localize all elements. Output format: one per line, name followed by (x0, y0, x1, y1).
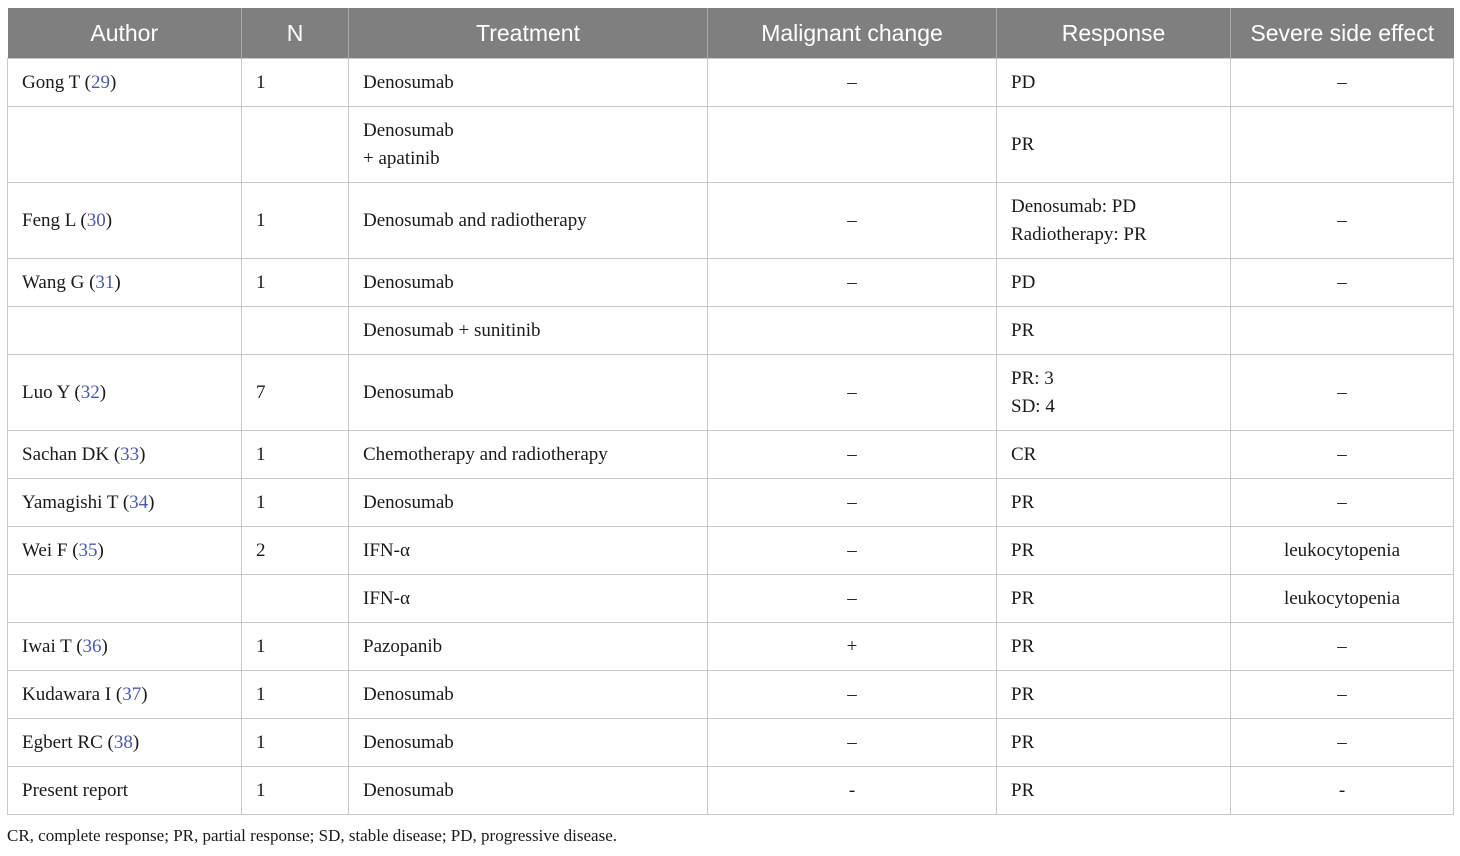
response-line: PR (1011, 731, 1035, 753)
reference-link[interactable]: 37 (122, 683, 142, 705)
cell-severe-side-effect: – (1231, 59, 1454, 107)
table-row (8, 623, 1454, 671)
cell-response (997, 719, 1231, 767)
response-line: PR (1011, 539, 1035, 561)
author-name: Present report (22, 779, 129, 801)
reference-link[interactable]: 35 (78, 539, 98, 561)
results-table (7, 8, 1454, 815)
author-name: Egbert RC (22, 731, 103, 753)
treatment-line: Denosumab (363, 71, 454, 93)
treatment-line: Pazopanib (363, 635, 443, 657)
header-malignant-change: Malignant change (708, 8, 997, 59)
response-line: PR (1011, 779, 1035, 801)
cell-response (997, 623, 1231, 671)
treatment-line: + apatinib (363, 147, 440, 169)
cell-treatment (349, 767, 708, 815)
cell-malignant-change: – (708, 355, 997, 431)
cell-severe-side-effect (1231, 107, 1454, 183)
cell-author (8, 575, 242, 623)
cell-response (997, 59, 1231, 107)
cell-treatment (349, 527, 708, 575)
cell-malignant-change: – (708, 259, 997, 307)
cell-severe-side-effect: leukocytopenia (1231, 575, 1454, 623)
response-line: PD (1011, 271, 1036, 293)
cell-response (997, 767, 1231, 815)
cell-author: Sachan DK (33) (8, 431, 242, 479)
author-name: Yamagishi T (22, 491, 119, 513)
author-name: Kudawara I (22, 683, 112, 705)
cell-malignant-change: – (708, 59, 997, 107)
treatment-line: Denosumab + sunitinib (363, 319, 541, 341)
cell-malignant-change: – (708, 719, 997, 767)
response-line: PR (1011, 683, 1035, 705)
cell-author (8, 767, 242, 815)
cell-response (997, 183, 1231, 259)
cell-author: Wang G (31) (8, 259, 242, 307)
header-response: Response (997, 8, 1231, 59)
cell-response (997, 479, 1231, 527)
table-body (8, 59, 1454, 815)
cell-severe-side-effect: – (1231, 719, 1454, 767)
cell-severe-side-effect: – (1231, 671, 1454, 719)
cell-n: 1 (242, 431, 349, 479)
cell-response (997, 107, 1231, 183)
cell-malignant-change: – (708, 479, 997, 527)
table-row (8, 59, 1454, 107)
reference-link[interactable]: 34 (129, 491, 149, 513)
cell-malignant-change (708, 107, 997, 183)
reference-link[interactable]: 30 (86, 209, 106, 231)
cell-severe-side-effect: - (1231, 767, 1454, 815)
cell-severe-side-effect: – (1231, 183, 1454, 259)
treatment-line: Denosumab (363, 491, 454, 513)
cell-n: 7 (242, 355, 349, 431)
cell-severe-side-effect: – (1231, 431, 1454, 479)
cell-malignant-change: + (708, 623, 997, 671)
table-container (7, 8, 1453, 815)
table-row (8, 431, 1454, 479)
treatment-line: Denosumab (363, 271, 454, 293)
cell-n: 1 (242, 719, 349, 767)
cell-n: 2 (242, 527, 349, 575)
cell-response (997, 307, 1231, 355)
table-row (8, 307, 1454, 355)
cell-author: Feng L (30) (8, 183, 242, 259)
treatment-line: Chemotherapy and radiotherapy (363, 443, 608, 465)
cell-treatment (349, 623, 708, 671)
table-row (8, 719, 1454, 767)
reference-link[interactable]: 33 (120, 443, 140, 465)
header-n: N (242, 8, 349, 59)
treatment-line: Denosumab (363, 731, 454, 753)
response-line: Radiotherapy: PR (1011, 223, 1147, 245)
response-line: PR (1011, 587, 1035, 609)
cell-n (242, 307, 349, 355)
response-line: PR (1011, 319, 1035, 341)
cell-n: 1 (242, 59, 349, 107)
cell-malignant-change: – (708, 575, 997, 623)
cell-n (242, 107, 349, 183)
cell-response (997, 431, 1231, 479)
author-name: Wang G (22, 271, 85, 293)
cell-n: 1 (242, 479, 349, 527)
response-line: CR (1011, 443, 1037, 465)
author-name: Iwai T (22, 635, 72, 657)
cell-severe-side-effect: – (1231, 259, 1454, 307)
cell-response (997, 671, 1231, 719)
cell-treatment (349, 183, 708, 259)
response-line: PD (1011, 71, 1036, 93)
cell-severe-side-effect: – (1231, 623, 1454, 671)
response-line: PR: 3 (1011, 367, 1054, 389)
cell-severe-side-effect (1231, 307, 1454, 355)
cell-treatment (349, 259, 708, 307)
table-row (8, 575, 1454, 623)
response-line: SD: 4 (1011, 395, 1055, 417)
header-treatment: Treatment (349, 8, 708, 59)
reference-link[interactable]: 31 (95, 271, 115, 293)
author-name: Sachan DK (22, 443, 110, 465)
cell-treatment (349, 479, 708, 527)
author-name: Luo Y (22, 381, 70, 403)
cell-malignant-change: – (708, 527, 997, 575)
cell-n: 1 (242, 671, 349, 719)
cell-author: Luo Y (32) (8, 355, 242, 431)
response-line: PR (1011, 635, 1035, 657)
table-row (8, 107, 1454, 183)
cell-n: 1 (242, 183, 349, 259)
cell-author: Wei F (35) (8, 527, 242, 575)
cell-treatment (349, 59, 708, 107)
cell-treatment (349, 307, 708, 355)
table-row (8, 259, 1454, 307)
table-row (8, 183, 1454, 259)
cell-n: 1 (242, 767, 349, 815)
cell-response (997, 527, 1231, 575)
response-line: PR (1011, 491, 1035, 513)
cell-malignant-change (708, 307, 997, 355)
cell-treatment (349, 719, 708, 767)
cell-author: Kudawara I (37) (8, 671, 242, 719)
cell-n: 1 (242, 623, 349, 671)
cell-treatment (349, 575, 708, 623)
cell-author (8, 307, 242, 355)
table-footnote: CR, complete response; PR, partial response; SD, stable disease; PD, progressive disease. (7, 826, 617, 845)
reference-link[interactable]: 36 (82, 635, 102, 657)
header-author: Author (8, 8, 242, 59)
cell-response (997, 355, 1231, 431)
cell-severe-side-effect: leukocytopenia (1231, 527, 1454, 575)
reference-link[interactable]: 32 (80, 381, 100, 403)
treatment-line: IFN-α (363, 539, 410, 561)
cell-n: 1 (242, 259, 349, 307)
table-row (8, 527, 1454, 575)
treatment-line: Denosumab (363, 683, 454, 705)
reference-link[interactable]: 29 (90, 71, 110, 93)
table-row (8, 355, 1454, 431)
cell-treatment (349, 671, 708, 719)
response-line: Denosumab: PD (1011, 195, 1137, 217)
cell-treatment (349, 107, 708, 183)
table-row (8, 671, 1454, 719)
author-name: Gong T (22, 71, 80, 93)
reference-link[interactable]: 38 (113, 731, 133, 753)
table-row (8, 767, 1454, 815)
cell-author: Egbert RC (38) (8, 719, 242, 767)
header-severe-side-effect: Severe side effect (1231, 8, 1454, 59)
cell-n (242, 575, 349, 623)
cell-malignant-change: – (708, 183, 997, 259)
treatment-line: Denosumab and radiotherapy (363, 209, 587, 231)
cell-malignant-change: – (708, 671, 997, 719)
cell-treatment (349, 355, 708, 431)
treatment-line: Denosumab (363, 779, 454, 801)
cell-severe-side-effect: – (1231, 479, 1454, 527)
cell-author: Yamagishi T (34) (8, 479, 242, 527)
author-name: Feng L (22, 209, 76, 231)
cell-response (997, 259, 1231, 307)
table-row (8, 479, 1454, 527)
cell-treatment (349, 431, 708, 479)
cell-response (997, 575, 1231, 623)
cell-malignant-change: – (708, 431, 997, 479)
treatment-line: Denosumab (363, 119, 454, 141)
cell-malignant-change: - (708, 767, 997, 815)
cell-author: Gong T (29) (8, 59, 242, 107)
treatment-line: Denosumab (363, 381, 454, 403)
treatment-line: IFN-α (363, 587, 410, 609)
cell-severe-side-effect: – (1231, 355, 1454, 431)
cell-author (8, 107, 242, 183)
response-line: PR (1011, 133, 1035, 155)
cell-author: Iwai T (36) (8, 623, 242, 671)
author-name: Wei F (22, 539, 68, 561)
header-row (8, 8, 1454, 59)
